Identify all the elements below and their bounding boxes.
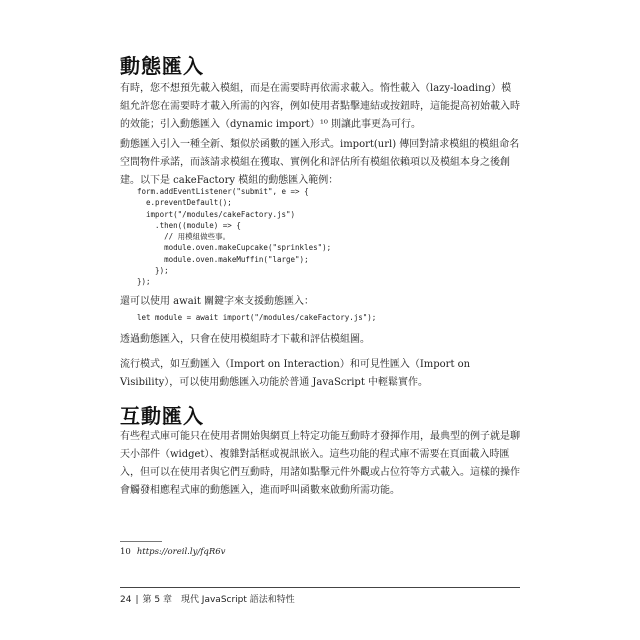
paragraph-module-graph: 透過動態匯入，只會在使用模組時才下載和評估模組圖。 [120,334,370,345]
code-block-dynamic-import-example: form.addEventListener("submit", e => { e.preventDefault(); import("/modules/cakeFactory.js") .then((module) => { // 用模組做些事。 module.oven.makeCupcake("sprinkles"); module.oven.makeMuffin("large"); }); }); [137,187,332,287]
paragraph-popular-patterns: 流行模式，如互動匯入（Import on Interaction）和可見性匯入（Import on Visibility），可以使用動態匯入功能於普通 JavaScript 中輕鬆實作。 [120,359,471,388]
footnote-divider [120,541,162,542]
code-block-await-import: let module = await import("/modules/cakeFactory.js"); [137,313,377,322]
paragraph-lazy-loading: 有時，您不想預先載入模組，而是在需要時再依需求載入。惰性載入（lazy-loading）模組允許您在需要時才載入所需的內容，例如使用者點擊連結或按鈕時，這能提高初始載入時的效能；引入動態匯入（dynamic import）¹⁰ 則讓此事更為可行。 [120,83,520,130]
footer-separator: | [135,595,139,605]
page-footer [120,592,295,605]
section-heading-import-on-interaction: 互動匯入 [120,404,204,428]
footnote-link[interactable]: https://oreil.ly/fqR6v [136,547,226,557]
paragraph-await-support: 還可以使用 await 關鍵字來支援動態匯入： [120,296,315,307]
footer-divider [120,587,520,588]
chapter-title: 第 5 章 現代 JavaScript 語法和特性 [142,595,295,605]
paragraph-interaction-libraries: 有些程式庫可能只在使用者開始與網頁上特定功能互動時才發揮作用，最典型的例子就是聊天小部件（widget）、複雜對話框或視訊嵌入。這些功能的程式庫不需要在頁面載入時匯入，但可以在使用者與它們互動時，用諸如點擊元件外觀或占位符等方式載入。這樣的操作會觸發相應程式庫的動態匯入，進而呼叫函數來啟動所需功能。 [120,431,520,496]
footnote [120,547,225,557]
footnote-number: 10 [120,547,131,557]
paragraph-dynamic-import-form: 動態匯入引入一種全新、類似於函數的匯入形式。import(url) 傳回對請求模組的模組命名空間物件承諾，而該請求模組在獲取、實例化和評估所有模組依賴項以及模組本身之後創建。以下是 cakeFactory 模組的動態匯入範例： [120,139,520,186]
section-heading-dynamic-import: 動態匯入 [120,54,204,78]
page-number: 24 [120,595,132,605]
